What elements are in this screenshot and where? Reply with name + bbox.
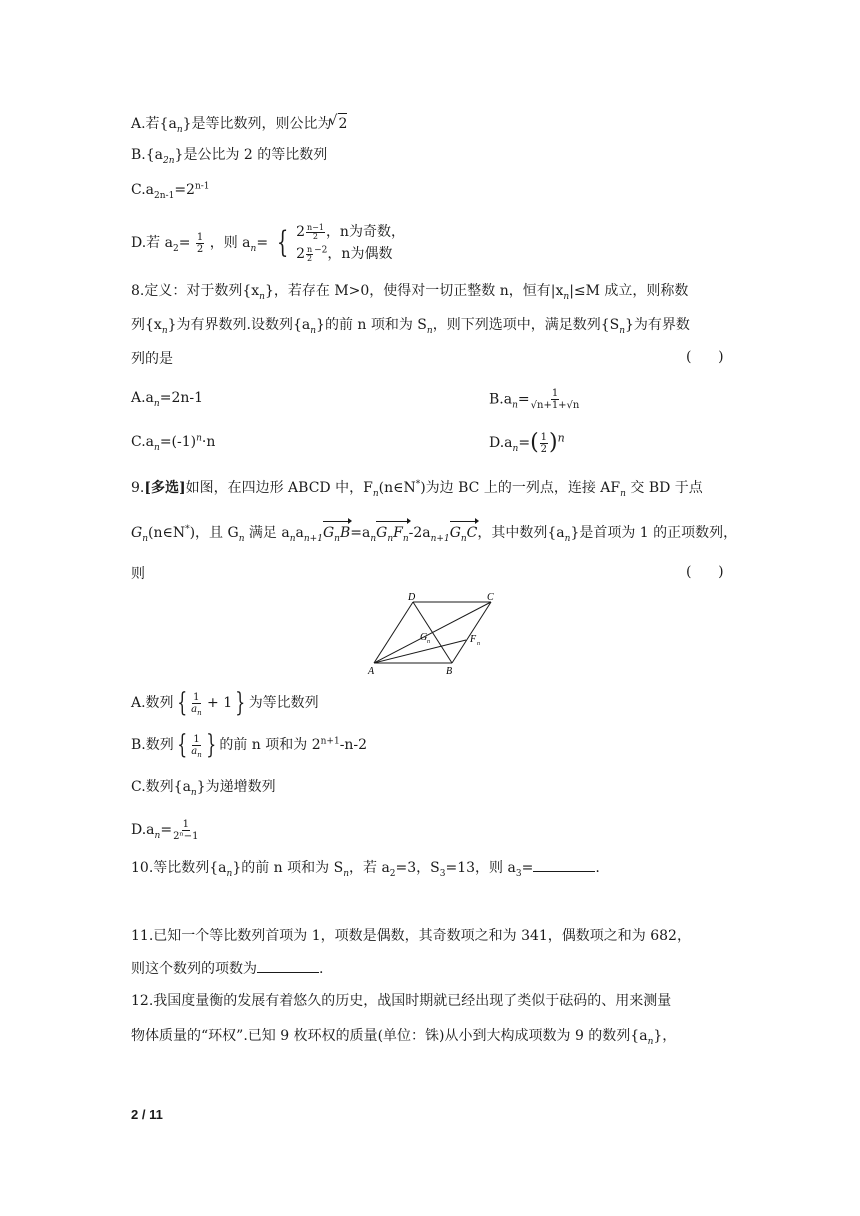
q9-stem-line2: $G_n(n\in N^*)$，且 $G_n$ 满足 $a_na_{n+1}G_nB=a_nG_nF_n-2a_{n+1}G_nC$，其中数列$\{a_n\}$是首项为 1 的正项数列， <box>131 524 738 544</box>
q8-stem-line1: 8.定义：对于数列$\{x_n\}$，若存在 M>0，使得对一切正整数 n，恒有$|x_n|\le M$ 成立，则称数 <box>131 283 689 302</box>
q8-option-a: $A.a_n=2n-1$ <box>131 390 204 409</box>
vector-gnb: $G_nB$ <box>322 525 351 544</box>
q9-stem-line3: 则 <box>131 566 145 582</box>
q7-option-d: D.若 $a_2=$ $\frac{1}{2}$ ，则 $a_n=$ { 2 $^{\frac{n-1}{2}}$ ，n为奇数， 2 $^{\frac{n}{2}}$ $^{-2}$，n为偶数 <box>131 218 405 268</box>
q8-option-c: $C.a_n=(-1)^n\cdot n$ <box>131 433 216 453</box>
answer-blank[interactable] <box>257 958 319 973</box>
q9-stem-line1: 9.[多选]如图，在四边形 ABCD 中，$F_n(n\in N^*)$为边 BC 上的一列点，连接 $AF_n$ 交 BD 于点 <box>131 479 703 499</box>
q8-option-b: $B.a_n=$ $\frac{1}{√n+1+√n}$ <box>489 388 580 411</box>
label-g-sub: n <box>427 639 430 645</box>
label-f-sub: n <box>477 641 480 647</box>
q9-option-d: $D.a_n=$ $\frac{1}{\text{2ⁿ−1}}$ <box>131 818 199 842</box>
label-g: G <box>420 632 428 643</box>
q8-stem-line2: 列$\{x_n\}$为有界数列.设数列$\{a_n\}$的前 n 项和为 $S_n$，则下列选项中，满足数列$\{S_n\}$为有界数 <box>131 317 690 336</box>
q8-stem-line3: 列的是 <box>131 351 173 367</box>
label-b: B <box>446 666 453 677</box>
label-f: F <box>470 634 477 645</box>
q9-option-b: B.数列 { $\frac{1}{a_n}$ } 的前 n 项和为 $2^{n+1}-n-2$ <box>131 730 368 760</box>
q9-option-a: A.数列 { $\frac{1}{a_n}$ + 1 } 为等比数列 <box>131 688 319 718</box>
q8-option-d: $D.a_n=$( $\frac{1}{2}$ )$^n$ <box>489 430 565 455</box>
q10-stem: 10.等比数列$\{a_n\}$的前 n 项和为 $S_n$，若 $a_2=3$，$S_3=13$，则 $a_3=$ . <box>131 857 600 878</box>
q12-stem-line1: 12.我国度量衡的发展有着悠久的历史，战国时期就已经出现了类似于砝码的、用来测量 <box>131 993 672 1009</box>
q7-option-c: $C.a_{2n-1}=2^{n-1}$ <box>131 181 210 201</box>
label-d: D <box>408 592 416 603</box>
label-c: C <box>487 592 494 603</box>
q7-option-b: $B.\{a_{2n}\}$是公比为 2 的等比数列 <box>131 147 328 166</box>
q12-stem-line2: 物体质量的“环权”.已知 9 枚环权的质量(单位：铢)从小到大构成项数为 9 的数列$\{a_n\}$， <box>131 1028 677 1047</box>
q9-option-c: C.数列$\{a_n\}$为递增数列 <box>131 779 276 798</box>
q7-option-a: A.若$\{a_n\}$是等比数列，则公比为√ 2 <box>131 113 347 134</box>
quadrilateral-figure <box>360 590 510 680</box>
page-number: 2 / 11 <box>131 1107 163 1122</box>
one-half-fraction: $\frac{1}{2}$ <box>196 231 204 255</box>
vector-gnfn: $G_nF_n$ <box>376 525 409 544</box>
cases-brace: { <box>276 225 288 260</box>
answer-blank[interactable] <box>533 857 595 872</box>
label-a: A <box>368 666 375 677</box>
vector-gnc: $G_nC$ <box>449 525 478 544</box>
q8-answer-paren: ( ) <box>686 349 724 365</box>
q11-stem-line2: 则这个数列的项数为 . <box>131 958 323 979</box>
q11-stem-line1: 11.已知一个等比数列首项为 1，项数是偶数，其奇数项之和为 341，偶数项之和为 682， <box>131 928 691 944</box>
piecewise-cases: 2 $^{\frac{n-1}{2}}$ ，n为奇数， 2 $^{\frac{n}{2}}$ $^{-2}$，n为偶数 <box>296 223 405 264</box>
q9-answer-paren: ( ) <box>686 564 724 580</box>
